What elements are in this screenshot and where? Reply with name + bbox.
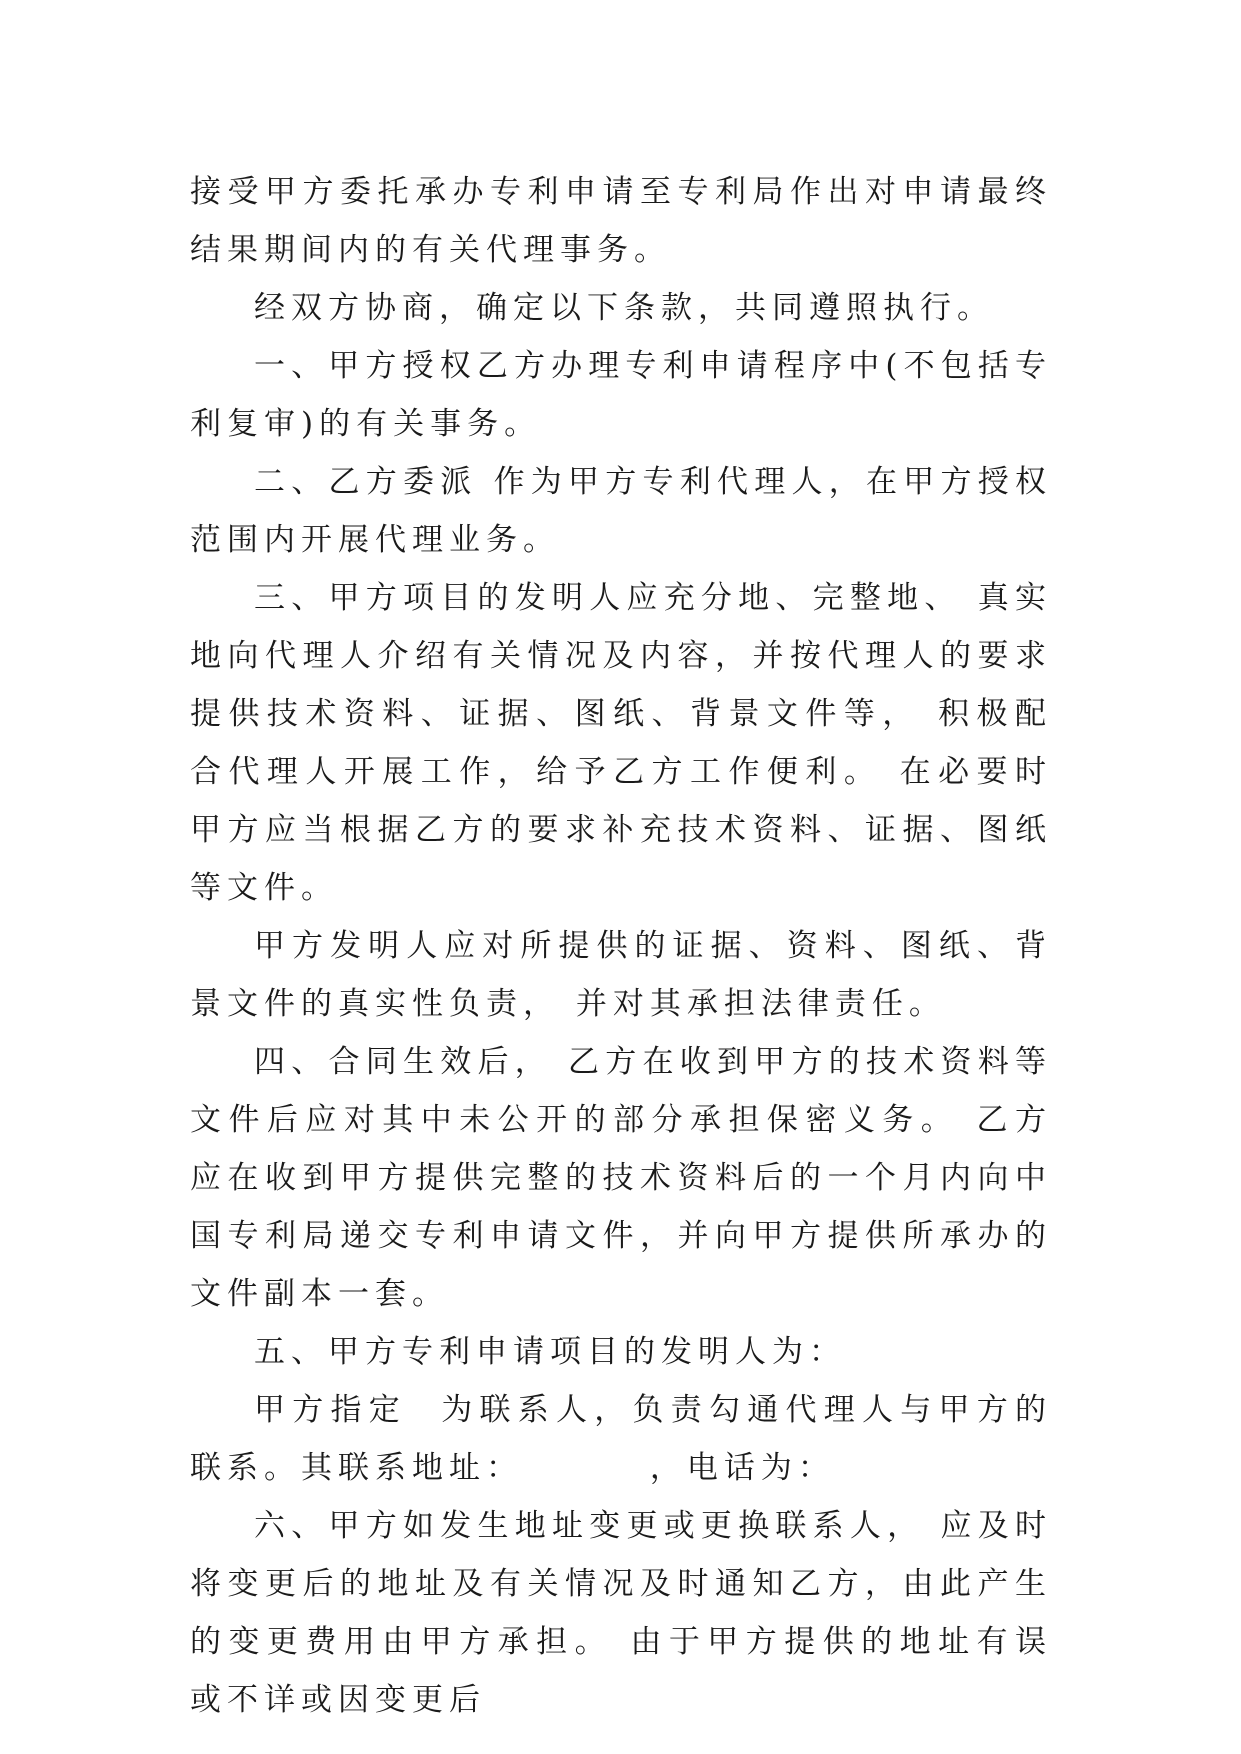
paragraph-clause-5: 五、甲方专利申请项目的发明人为： bbox=[254, 1334, 846, 1370]
document-body bbox=[190, 163, 1052, 1729]
paragraph-clause-5-contact: 甲方指定 为联系人，负责勾通代理人与甲方的联系。其联系地址： ，电话为： bbox=[190, 1392, 1052, 1486]
paragraph-agreement: 经双方协商，确定以下条款，共同遵照执行。 bbox=[254, 290, 994, 326]
paragraph-clause-6: 六、甲方如发生地址变更或更换联系人， 应及时将变更后的地址及有关情况及时通知乙方，由此产生的变更费用由甲方承担。 由于甲方提供的地址有误或不详或因变更后 bbox=[190, 1508, 1052, 1718]
paragraph-clause-3-liability: 甲方发明人应对所提供的证据、资料、图纸、背景文件的真实性负责， 并对其承担法律责任。 bbox=[190, 928, 1052, 1022]
paragraph-intro: 接受甲方委托承办专利申请至专利局作出对申请最终结果期间内的有关代理事务。 bbox=[190, 174, 1052, 268]
paragraph-clause-4: 四、合同生效后， 乙方在收到甲方的技术资料等文件后应对其中未公开的部分承担保密义务。 乙方应在收到甲方提供完整的技术资料后的一个月内向中国专利局递交专利申请文件，并向甲方提供所承办的文件副本一套。 bbox=[190, 1044, 1052, 1312]
paragraph-clause-1: 一、甲方授权乙方办理专利申请程序中(不包括专利复审)的有关事务。 bbox=[190, 348, 1052, 442]
paragraph-clause-3: 三、甲方项目的发明人应充分地、完整地、 真实地向代理人介绍有关情况及内容，并按代理人的要求提供技术资料、证据、图纸、背景文件等， 积极配合代理人开展工作，给予乙方工作便利。 在必要时甲方应当根据乙方的要求补充技术资料、证据、图纸等文件。 bbox=[190, 580, 1052, 906]
paragraph-clause-2: 二、乙方委派 作为甲方专利代理人，在甲方授权范围内开展代理业务。 bbox=[190, 464, 1052, 558]
